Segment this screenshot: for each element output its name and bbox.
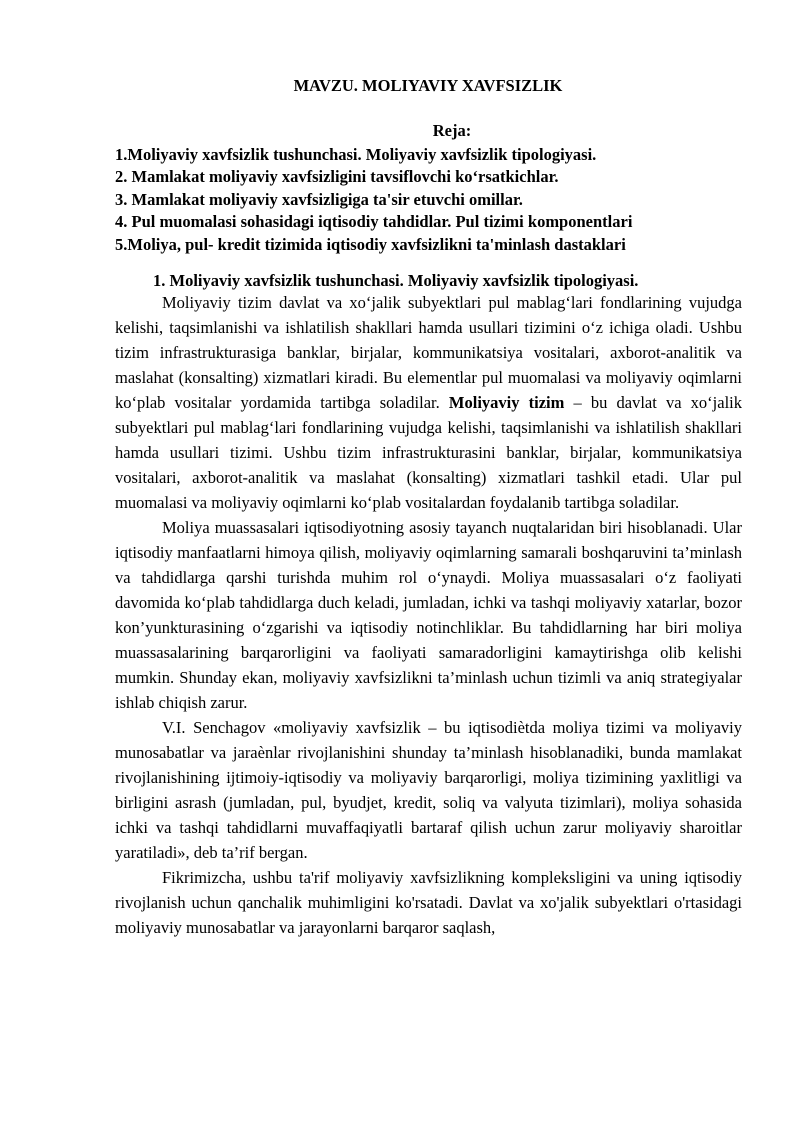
plan-item: 3. Mamlakat moliyaviy xavfsizligiga ta'sir etuvchi omillar.	[115, 189, 523, 209]
paragraph-text: Moliyaviy tizim davlat va xo‘jalik subyektlari pul mablag‘lari fondlarining vujudga kelishi, taqsimlanishi va ishlatilish shakllari hamda usullari tizimini o‘z ichiga oladi. Ushbu tizim infrastrukturasiga banklar, birjalar, kommunikatsiya vositalari, axborot-analitik va maslahat (konsalting) xizmatlari kiradi. Bu elementlar pul muomalasi va moliyaviy oqimlarni ko‘plab vositalar yordamida tartibga soladilar.	[115, 293, 742, 412]
paragraph: Moliya muassasalari iqtisodiyotning asosiy tayanch nuqtalaridan biri hisoblanadi. Ular iqtisodiy manfaatlarni himoya qilish, moliyaviy oqimlarning samarali boshqaruvini ta’minlash va tahdidlarga qarshi turishda muhim rol o‘ynaydi. Moliya muassasalari o‘z faoliyati davomida ko‘plab tahdidlarga duch keladi, jumladan, ichki va tashqi moliyaviy xatarlar, bozor kon’yunkturasining o‘zgarishi va iqtisodiy notinchliklar. Bu tahdidlarning har biri moliya muassasalarining barqarorligini va faoliyati samaradorligini kamaytirishga olib kelishi mumkin. Shunday ekan, moliyaviy xavfsizlikni ta’minlash uchun tizimli va aniq strategiyalar ishlab chiqish zarur.	[115, 518, 742, 712]
paragraph: V.I. Senchagov «moliyaviy xavfsizlik – bu iqtisodiètda moliya tizimi va moliyaviy munosabatlar va jaraènlar rivojlanishini shunday ta’minlash hisoblanadiki, bunda mamlakat rivojlanishining ijtimoiy-iqtisodiy va moliyaviy barqarorligi, moliya tizimining yaxlitligi va birligini asrash (jumladan, pul, byudjet, kredit, soliq va valyuta tizimlari), moliya sohasida ichki va tashqi tahdidlarni muvaffaqiyatli bartaraf qilish uchun zarur moliyaviy sharoitlar yaratiladi», deb ta’rif bergan.	[115, 718, 742, 862]
plan-item: 2. Mamlakat moliyaviy xavfsizligini tavsiflovchi ko‘rsatkichlar.	[115, 167, 559, 187]
paragraph	[115, 290, 742, 515]
plan-item: 5.Moliya, pul- kredit tizimida iqtisodiy xavfsizlikni ta'minlash dastaklari	[115, 234, 626, 254]
document-title: MAVZU. MOLIYAVIY XAVFSIZLIK	[293, 76, 563, 95]
plan-list	[115, 144, 755, 256]
section-heading: 1. Moliyaviy xavfsizlik tushunchasi. Moliyaviy xavfsizlik tipologiyasi.	[153, 271, 639, 290]
defined-term: Moliyaviy tizim	[448, 393, 565, 412]
paragraph-text: – bu davlat va xo‘jalik subyektlari pul mablag‘lari fondlarining vujudga kelishi, taqsimlanishi va ishlatilish shakllari hamda usullari tizimi. Ushbu tizim infrastrukturasini banklar, birjalar, kommunikatsiya vositalari, axborot-analitik va maslahat (konsalting) xizmatlari tashkil etadi. Ular pul muomalasi va moliyaviy oqimlarni ko‘plab vositalardan foydalanib tartibga soladilar.	[115, 393, 743, 512]
plan-heading: Reja:	[432, 121, 472, 140]
body-text	[115, 290, 742, 940]
plan-item: 1.Moliyaviy xavfsizlik tushunchasi. Moliyaviy xavfsizlik tipologiyasi.	[115, 145, 597, 164]
paragraph: Fikrimizcha, ushbu ta'rif moliyaviy xavfsizlikning kompleksligini va uning iqtisodiy rivojlanish uchun qanchalik muhimligini ko'rsatadi. Davlat va xo'jalik subyektlari o'rtasidagi moliyaviy munosabatlar va jarayonlarni barqaror saqlash,	[115, 868, 742, 937]
plan-item: 4. Pul muomalasi sohasidagi iqtisodiy tahdidlar. Pul tizimi komponentlari	[115, 212, 633, 232]
